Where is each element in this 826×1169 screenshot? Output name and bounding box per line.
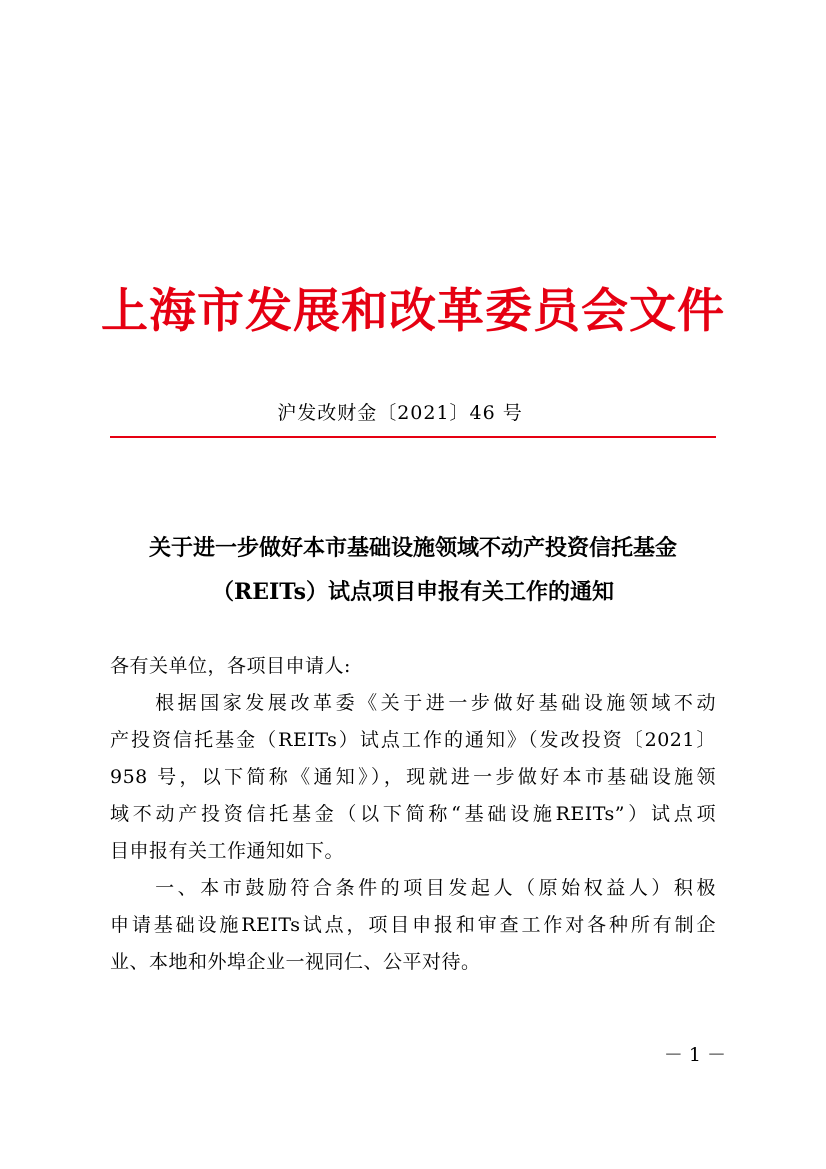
paragraph-line: 根据国家发展改革委《关于进一步做好基础设施领域不动 [110, 692, 716, 714]
agency-header-title: 上海市发展和改革委员会文件 [101, 284, 725, 339]
paragraph-1 [110, 685, 716, 870]
document-body [110, 648, 716, 981]
notice-title-line-1: 关于进一步做好本市基础设施领域不动产投资信托基金 [148, 535, 677, 561]
salutation: 各有关单位，各项目申请人: [110, 655, 351, 677]
document-number: 沪发改财金〔2021〕46 号 [277, 402, 523, 424]
notice-title-line-2: （REITs）试点项目申报有关工作的通知 [211, 579, 615, 605]
red-divider-line [110, 436, 716, 438]
paragraph-line: 申请基础设施REITs试点，项目申报和审查工作对各种所有制企 [110, 914, 716, 936]
page-number: － 1 － [663, 1044, 726, 1066]
paragraph-line: 958 号，以下简称《通知》），现就进一步做好本市基础设施领 [110, 766, 716, 788]
paragraph-2 [110, 870, 716, 981]
paragraph-line: 一、本市鼓励符合条件的项目发起人（原始权益人）积极 [110, 877, 716, 899]
paragraph-line: 目申报有关工作通知如下。 [110, 840, 345, 862]
paragraph-line: 产投资信托基金（REITs）试点工作的通知》（发改投资〔2021〕 [110, 729, 716, 751]
paragraph-line: 域不动产投资信托基金（以下简称“基础设施REITs”）试点项 [110, 803, 716, 825]
paragraph-line: 业、本地和外埠企业一视同仁、公平对待。 [110, 951, 481, 973]
notice-title [100, 526, 726, 614]
